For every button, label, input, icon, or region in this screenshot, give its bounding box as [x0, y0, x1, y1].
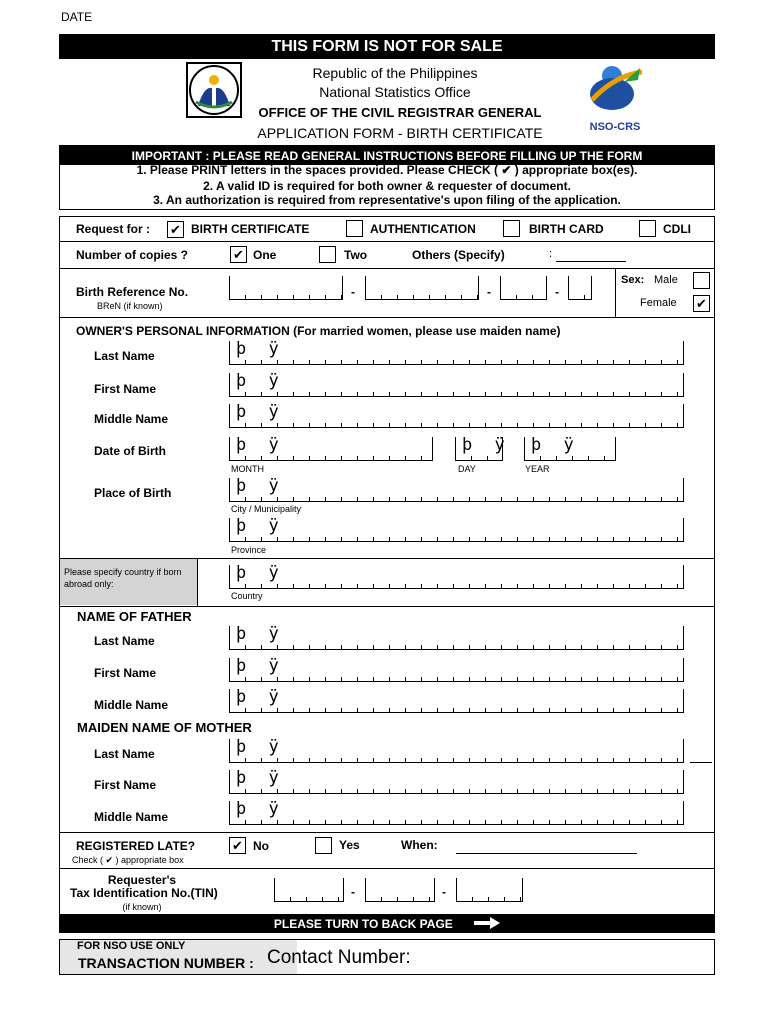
- owner-middle-name-label: Middle Name: [94, 412, 169, 426]
- owner-first-name-field[interactable]: [229, 373, 684, 397]
- header-form-title: APPLICATION FORM - BIRTH CERTIFICATE: [257, 125, 543, 141]
- abroad-note: Please specify country if born abroad only:: [64, 567, 182, 589]
- tin-part3-field[interactable]: [456, 878, 523, 902]
- owner-dob-day-value: þ ÿ: [462, 435, 511, 455]
- contact-number-label: Contact Number:: [267, 947, 411, 968]
- father-last-name-value: þ ÿ: [236, 624, 285, 644]
- request-birth-cert-checkbox[interactable]: ✔: [167, 221, 184, 238]
- nso-seal-logo: [186, 62, 242, 118]
- owner-middle-name-value: þ ÿ: [236, 402, 285, 422]
- father-first-name-value: þ ÿ: [236, 656, 285, 676]
- bren-dash-2: -: [487, 285, 491, 299]
- request-authentication-label: AUTHENTICATION: [370, 222, 476, 236]
- owner-last-name-value: þ ÿ: [236, 339, 285, 359]
- owner-pob-province-value: þ ÿ: [236, 516, 285, 536]
- late-yes-checkbox[interactable]: [315, 837, 332, 854]
- request-cdli-checkbox[interactable]: [639, 220, 656, 237]
- father-middle-name-field[interactable]: [229, 689, 684, 713]
- owner-pob-city-field[interactable]: [229, 478, 684, 502]
- tin-label-2: Tax Identification No.(TIN): [70, 886, 218, 900]
- divider-late: [59, 868, 715, 869]
- bren-part3-field[interactable]: [500, 276, 547, 300]
- owner-pob-city-value: þ ÿ: [236, 476, 285, 496]
- late-when-label: When:: [401, 838, 438, 852]
- owner-dob-month-value: þ ÿ: [236, 435, 285, 455]
- late-when-line[interactable]: [456, 853, 637, 854]
- mother-first-name-label: First Name: [94, 778, 157, 792]
- sex-label: Sex:: [621, 274, 645, 286]
- owner-middle-name-field[interactable]: [229, 404, 684, 428]
- sex-divider: [615, 268, 616, 317]
- bren-sublabel: BReN (if known): [97, 301, 163, 311]
- owner-first-name-label: First Name: [94, 382, 157, 396]
- late-yes-label: Yes: [339, 838, 360, 852]
- divider-mother: [59, 832, 715, 833]
- tin-part2-field[interactable]: [365, 878, 435, 902]
- important-bar: IMPORTANT : PLEASE READ GENERAL INSTRUCTIONS BEFORE FILLING UP THE FORM: [59, 145, 715, 165]
- father-heading: NAME OF FATHER: [77, 609, 192, 624]
- header-republic: Republic of the Philippines: [312, 65, 478, 81]
- late-no-checkbox[interactable]: ✔: [229, 837, 246, 854]
- copies-two-checkbox[interactable]: [319, 246, 336, 263]
- late-label: REGISTERED LATE?: [76, 839, 196, 853]
- bren-part4-field[interactable]: [568, 276, 592, 300]
- header-nso: National Statistics Office: [319, 84, 471, 100]
- transaction-number-label: TRANSACTION NUMBER :: [78, 955, 254, 971]
- copies-one-checkbox[interactable]: ✔: [230, 246, 247, 263]
- instruction-1: 1. Please PRINT letters in the spaces provided. Please CHECK ( ✔ ) appropriate box(es).: [136, 163, 638, 177]
- tin-dash-1: -: [351, 885, 355, 899]
- owner-last-name-field[interactable]: [229, 341, 684, 365]
- tin-dash-2: -: [442, 885, 446, 899]
- dob-month-caption: MONTH: [231, 464, 264, 474]
- copies-one-label: One: [253, 248, 277, 262]
- bren-label: Birth Reference No.: [76, 285, 189, 299]
- owner-pob-province-field[interactable]: [229, 518, 684, 542]
- owner-heading: OWNER'S PERSONAL INFORMATION (For married women, please use maiden name): [76, 324, 561, 338]
- owner-dob-day-field[interactable]: [455, 435, 511, 461]
- instruction-2: 2. A valid ID is required for both owner & requester of document.: [203, 179, 571, 193]
- copies-others-colon: :: [549, 248, 553, 260]
- owner-country-value: þ ÿ: [236, 563, 285, 583]
- request-birth-card-label: BIRTH CARD: [529, 222, 604, 236]
- owner-first-name-value: þ ÿ: [236, 371, 285, 391]
- sex-male-label: Male: [654, 274, 678, 286]
- dob-year-caption: YEAR: [525, 464, 550, 474]
- father-last-name-label: Last Name: [94, 634, 155, 648]
- mother-last-name-overflow-line: [690, 762, 712, 763]
- owner-dob-year-field[interactable]: [524, 437, 616, 461]
- bren-dash-3: -: [555, 285, 559, 299]
- mother-last-name-label: Last Name: [94, 747, 155, 761]
- father-middle-name-label: Middle Name: [94, 698, 169, 712]
- nso-use-label: FOR NSO USE ONLY: [77, 940, 186, 952]
- dob-day-caption: DAY: [458, 464, 476, 474]
- mother-middle-name-field[interactable]: [229, 801, 684, 825]
- tin-label-1: Requester's: [107, 873, 177, 887]
- father-last-name-field[interactable]: [229, 626, 684, 650]
- header-ocrg: OFFICE OF THE CIVIL REGISTRAR GENERAL: [258, 105, 542, 120]
- father-first-name-label: First Name: [94, 666, 157, 680]
- country-caption: Country: [231, 591, 263, 601]
- request-cdli-label: CDLI: [663, 222, 691, 236]
- request-birth-card-checkbox[interactable]: [503, 220, 520, 237]
- sex-female-label: Female: [640, 297, 677, 309]
- mother-last-name-value: þ ÿ: [236, 737, 285, 757]
- pob-city-caption: City / Municipality: [231, 504, 302, 514]
- sex-male-checkbox[interactable]: [693, 272, 710, 289]
- bren-part1-field[interactable]: [229, 276, 343, 300]
- bren-dash-1: -: [351, 285, 355, 299]
- late-sublabel: Check ( ✔ ) appropriate box: [72, 855, 184, 865]
- divider-country: [59, 606, 715, 607]
- nso-crs-logo-text: NSO-CRS: [589, 121, 641, 133]
- mother-first-name-field[interactable]: [229, 770, 684, 794]
- nso-crs-logo: [580, 60, 650, 132]
- mother-middle-name-value: þ ÿ: [236, 799, 285, 819]
- bren-part2-field[interactable]: [365, 276, 479, 300]
- copies-others-label: Others (Specify): [412, 248, 505, 262]
- owner-dob-month-field[interactable]: [229, 437, 433, 461]
- copies-two-label: Two: [344, 248, 368, 262]
- sex-female-checkbox[interactable]: ✔: [693, 295, 710, 312]
- tin-part1-field[interactable]: [274, 878, 344, 902]
- date-label: DATE: [61, 10, 93, 24]
- owner-pob-label: Place of Birth: [94, 486, 172, 500]
- mother-last-name-field[interactable]: [229, 739, 684, 763]
- pob-province-caption: Province: [231, 545, 267, 555]
- mother-first-name-value: þ ÿ: [236, 768, 285, 788]
- mother-middle-name-label: Middle Name: [94, 810, 169, 824]
- tin-label-3: (if known): [122, 902, 162, 912]
- divider-bren: [59, 317, 715, 318]
- copies-others-line[interactable]: [556, 261, 626, 262]
- request-label: Request for :: [76, 222, 151, 236]
- divider-request: [59, 241, 715, 242]
- owner-dob-label: Date of Birth: [94, 444, 166, 458]
- father-first-name-field[interactable]: [229, 658, 684, 682]
- father-middle-name-value: þ ÿ: [236, 687, 285, 707]
- abroad-divider: [197, 558, 198, 606]
- mother-heading: MAIDEN NAME OF MOTHER: [77, 720, 252, 735]
- request-birth-cert-label: BIRTH CERTIFICATE: [191, 222, 310, 236]
- owner-dob-year-value: þ ÿ: [531, 435, 580, 455]
- turn-page-bar: [59, 915, 715, 933]
- arrow-right-icon: [474, 916, 500, 934]
- late-no-label: No: [253, 839, 269, 853]
- owner-country-field[interactable]: [229, 565, 684, 589]
- copies-label: Number of copies ?: [76, 248, 189, 262]
- instruction-3: 3. An authorization is required from representative's upon filing of the application.: [153, 193, 621, 207]
- turn-page-text: PLEASE TURN TO BACK PAGE: [273, 917, 453, 931]
- divider-copies: [59, 268, 715, 269]
- not-for-sale-banner: THIS FORM IS NOT FOR SALE: [59, 34, 715, 59]
- request-authentication-checkbox[interactable]: [346, 220, 363, 237]
- owner-last-name-label: Last Name: [94, 349, 155, 363]
